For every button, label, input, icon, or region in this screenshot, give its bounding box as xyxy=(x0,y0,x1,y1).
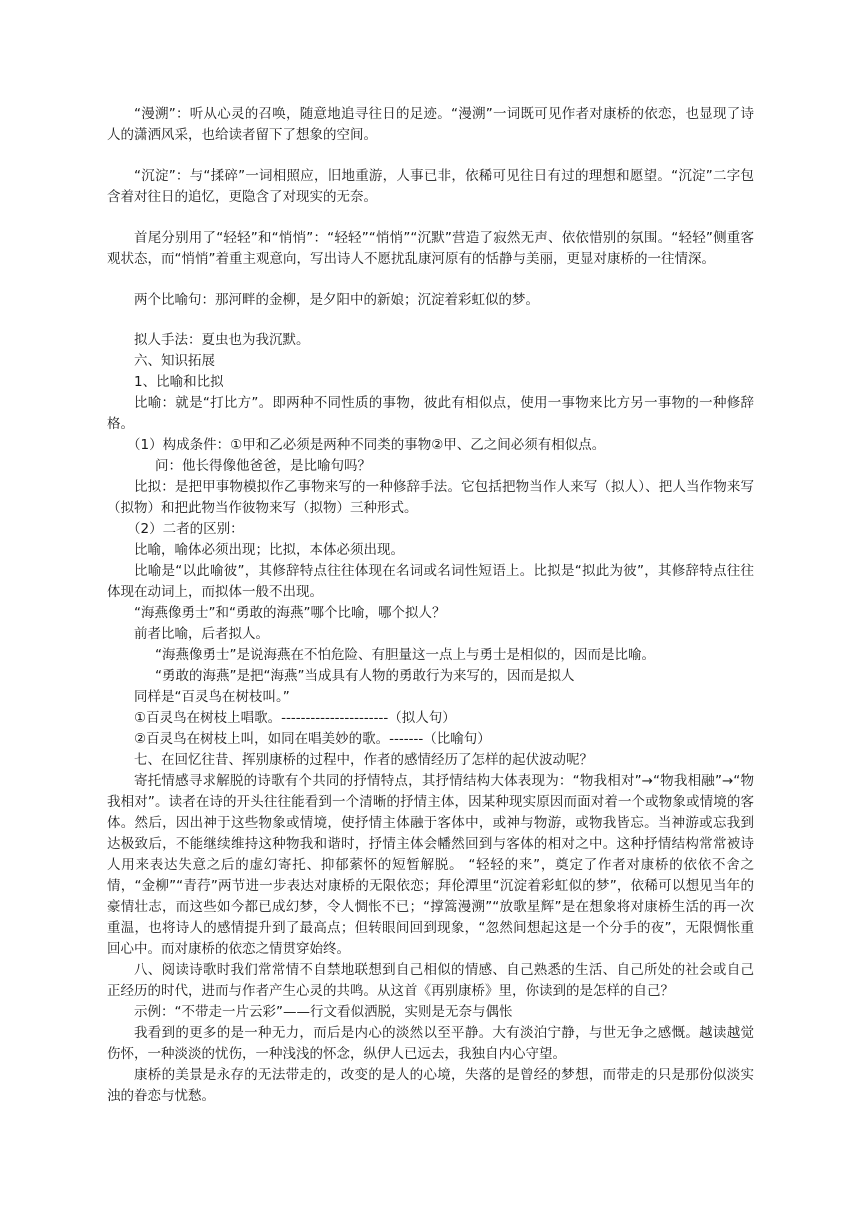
paragraph-analogy-definition: 比拟：是把甲事物模拟作乙事物来写的一种修辞手法。它包括把物当作人来写（拟人）、把人当作物来写（拟物）和把此物当作彼物来写（拟物）三种形式。 xyxy=(107,479,754,516)
paragraph-example-2: ②百灵鸟在树枝上叫，如同在唱美妙的歌。-------（比喻句） xyxy=(134,731,491,747)
paragraph-manshuo: “漫溯”：听从心灵的召唤，随意地追寻往日的足迹。“漫溯”一词既可见作者对康桥的依恋，也显现了诗人的潇洒风采，也给读者留下了想象的空间。 xyxy=(107,106,754,143)
paragraph-reflection-2: 康桥的美景是永存的无法带走的，改变的是人的心境，失落的是曾经的梦想，而带走的只是那份似淡实浊的眷恋与忧愁。 xyxy=(107,1067,754,1104)
paragraph-bailing: 同样是“百灵鸟在树枝叫。” xyxy=(134,689,290,705)
paragraph-difference-2: 比喻是“以此喻彼”，其修辞特点往往体现在名词或名词性短语上。比拟是“拟此为彼”，其修辞特点往往体现在动词上，而拟体一般不出现。 xyxy=(107,563,754,600)
subheading-metaphor-simile: 1、比喻和比拟 xyxy=(134,374,224,390)
paragraph-example-1: ①百灵鸟在树枝上唱歌。----------------------（拟人句） xyxy=(134,710,456,726)
paragraph-haiyan-metaphor: “海燕像勇士”是说海燕在不怕危险、有胆量这一点上与勇士是相似的，因而是比喻。 xyxy=(155,647,655,663)
paragraph-sample: 示例：“不带走一片云彩”——行文看似洒脱，实则是无奈与偶怅 xyxy=(134,1004,513,1020)
paragraph-chendian: “沉淀”：与“揉碎”一词相照应，旧地重游，人事已非，依稀可见往日有过的理想和愿望。“沉淀”二字包含着对往日的追忆，更隐含了对现实的无奈。 xyxy=(107,168,754,205)
paragraph-personification: 拟人手法：夏虫也为我沉默。 xyxy=(134,332,310,348)
paragraph-emotion-structure: 寄托情感寻求解脱的诗歌有个共同的抒情特点，其抒情结构大体表现为：“物我相对”→“物我相融”→“物我相对”。读者在诗的开头往往能看到一个清晰的抒情主体，因某种现实原因而面对着一个或物象或情境的客体。然后，因出神于这些物象或情境，使抒情主体融于客体中，或神与物游，或物我皆忘。当神游或忘我到达极致后，不能继续维持这种物我和谐时，抒情主体会幡然回到与客体的相对之中。这种抒情结构常常被诗人用来表达失意之后的虚幻寄托、抑郁萦怀的短暂解脱。 “轻轻的来”，奠定了作者对康桥的依依不舍之情，“金柳”“青荇”两节进一步表达对康桥的无限依恋；拜伦潭里“沉淀着彩虹似的梦”，依稀可以想见当年的豪情壮志，而这些如今都已成幻梦，令人惆怅不已；“撑篙漫溯”“放歌星辉”是在想象将对康桥生活的再一次重温，也将诗人的感情提升到了最高点；但转眼间回到现象，“忽然间想起这是一个分手的夜”，无限惆怅重回心中。而对康桥的依恋之情贯穿始终。 xyxy=(107,773,754,957)
paragraph-reflection-1: 我看到的更多的是一种无力，而后是内心的淡然以至平静。大有淡泊宁静，与世无争之感慨。越读越觉伤怀，一种淡淡的忧伤，一种浅浅的怀念，纵伊人已远去，我独自内心守望。 xyxy=(107,1025,754,1062)
paragraph-differences-heading: （2）二者的区别： xyxy=(127,521,244,537)
paragraph-conditions: （1）构成条件：①甲和乙必须是两种不同类的事物②甲、乙之间必须有相似点。 xyxy=(127,437,606,453)
paragraph-metaphor-definition: 比喻：就是“打比方”。即两种不同性质的事物，彼此有相似点，使用一事物来比方另一事物的一种修辞格。 xyxy=(107,395,754,432)
paragraph-haiyan-personification: “勇敢的海燕”是把“海燕”当成具有人物的勇敢行为来写的，因而是拟人 xyxy=(155,668,575,684)
paragraph-haiyan-question: “海燕像勇士”和“勇敢的海燕”哪个比喻，哪个拟人？ xyxy=(134,605,446,621)
section-heading-6: 六、知识拓展 xyxy=(134,353,215,369)
section-heading-8: 八、阅读诗歌时我们常常情不自禁地联想到自己相似的情感、自己熟悉的生活、自己所处的社会或自己正经历的时代，进而与作者产生心灵的共鸣。从这首《再别康桥》里，你读到的是怎样的自己？ xyxy=(107,962,754,999)
paragraph-qingqing: 首尾分别用了“轻轻”和“悄悄”：“轻轻”“悄悄”“沉默”营造了寂然无声、依依惜别的氛围。“轻轻”侧重客观状态，而“悄悄”着重主观意向，写出诗人不愿扰乱康河原有的恬静与美丽，更显对康桥的一往情深。 xyxy=(107,230,754,267)
paragraph-haiyan-answer: 前者比喻，后者拟人。 xyxy=(134,626,269,642)
paragraph-two-metaphors: 两个比喻句：那河畔的金柳，是夕阳中的新娘；沉淀着彩虹似的梦。 xyxy=(134,292,539,308)
section-heading-7: 七、在回忆往昔、挥别康桥的过程中，作者的感情经历了怎样的起伏波动呢？ xyxy=(134,752,593,768)
paragraph-question: 问：他长得像他爸爸，是比喻句吗？ xyxy=(155,458,371,474)
paragraph-difference-1: 比喻，喻体必须出现；比拟，本体必须出现。 xyxy=(134,542,404,558)
